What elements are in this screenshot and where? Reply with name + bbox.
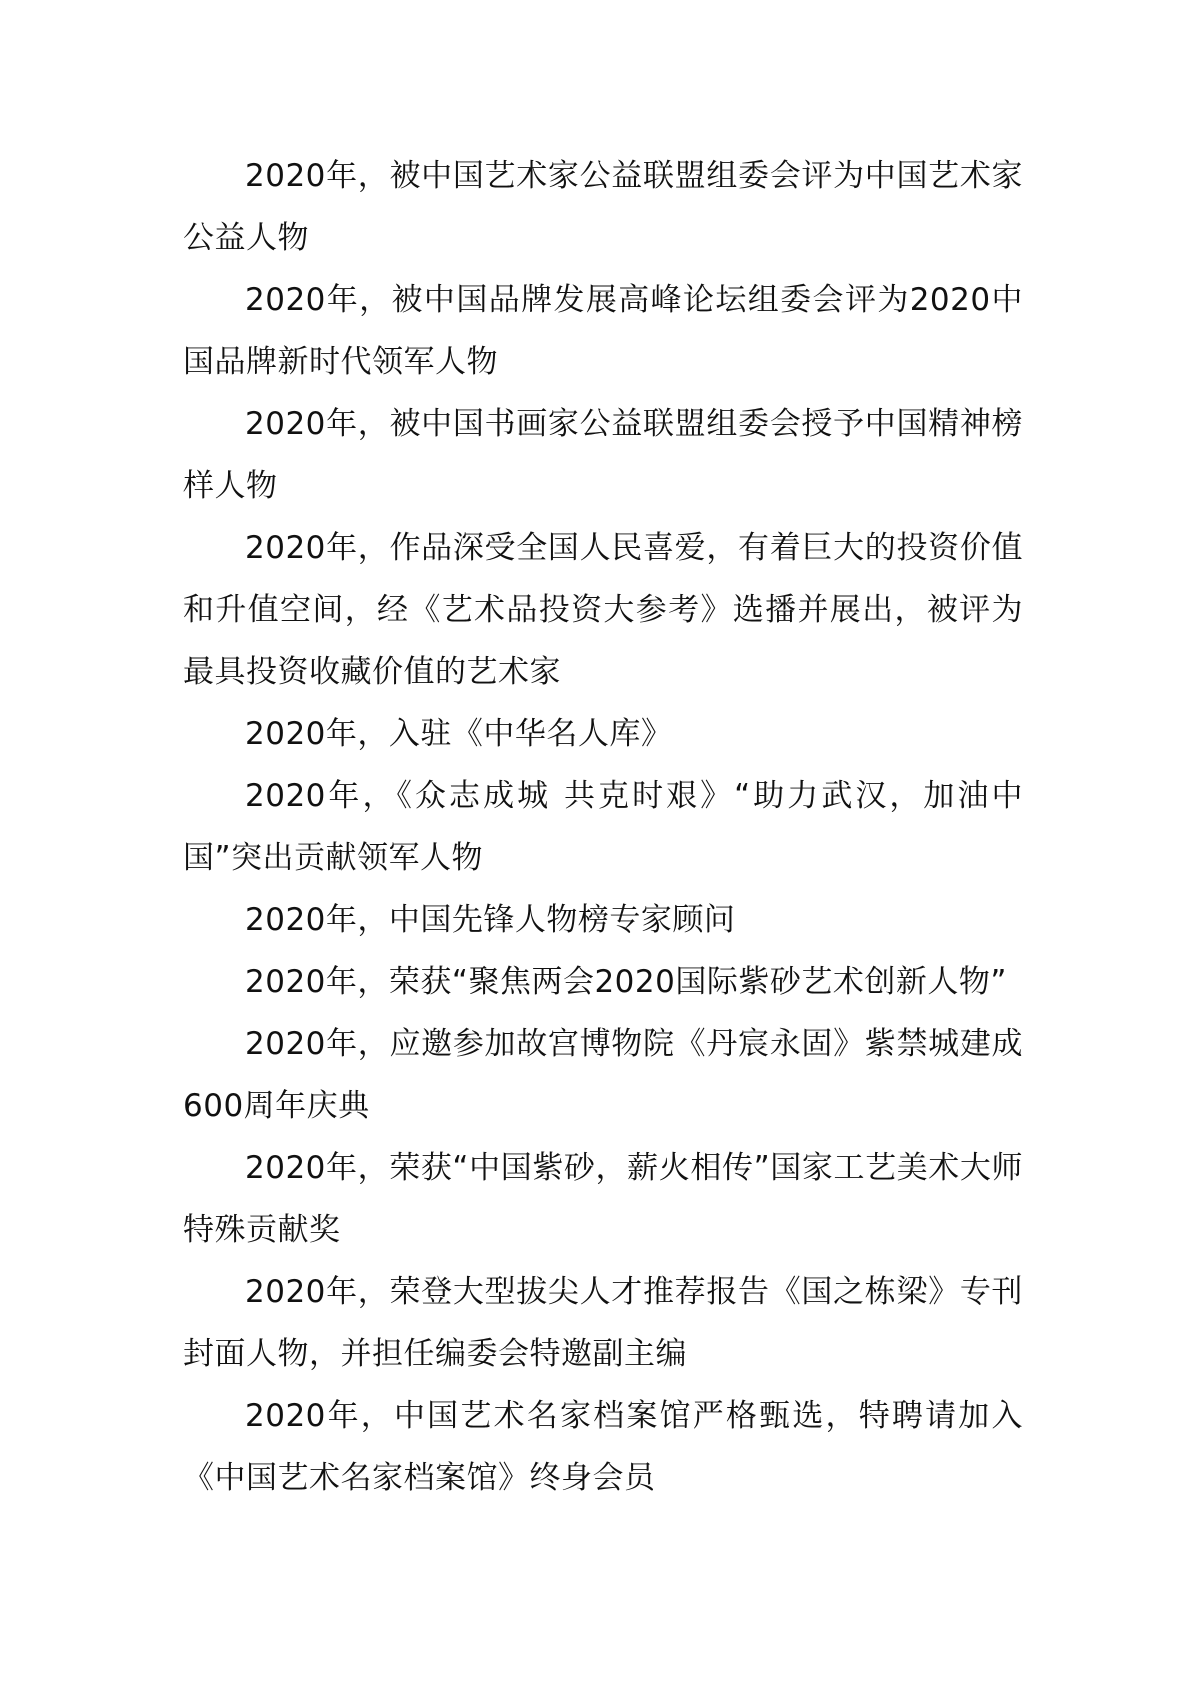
paragraph-12: 2020年，中国艺术名家档案馆严格甄选，特聘请加入《中国艺术名家档案馆》终身会员	[183, 1398, 1023, 1496]
paragraph-10: 2020年，荣获“中国紫砂，薪火相传”国家工艺美术大师特殊贡献奖	[183, 1150, 1023, 1248]
paragraph-1: 2020年，被中国艺术家公益联盟组委会评为中国艺术家公益人物	[183, 158, 1023, 256]
document-body	[183, 145, 1023, 1509]
paragraph-5: 2020年，入驻《中华名人库》	[245, 716, 673, 752]
paragraph-3: 2020年，被中国书画家公益联盟组委会授予中国精神榜样人物	[183, 406, 1023, 504]
paragraph-11: 2020年，荣登大型拔尖人才推荐报告《国之栋梁》专刊封面人物，并担任编委会特邀副主编	[183, 1274, 1023, 1372]
paragraph-2: 2020年，被中国品牌发展高峰论坛组委会评为2020中国品牌新时代领军人物	[183, 282, 1023, 380]
paragraph-9: 2020年，应邀参加故宫博物院《丹宸永固》紫禁城建成600周年庆典	[183, 1026, 1023, 1124]
paragraph-6: 2020年，《众志成城 共克时艰》“助力武汉，加油中国”突出贡献领军人物	[183, 778, 1023, 876]
paragraph-7: 2020年，中国先锋人物榜专家顾问	[245, 902, 736, 938]
paragraph-4: 2020年，作品深受全国人民喜爱，有着巨大的投资价值和升值空间，经《艺术品投资大参考》选播并展出，被评为最具投资收藏价值的艺术家	[183, 530, 1023, 690]
paragraph-8: 2020年，荣获“聚焦两会2020国际紫砂艺术创新人物”	[245, 964, 1007, 1000]
